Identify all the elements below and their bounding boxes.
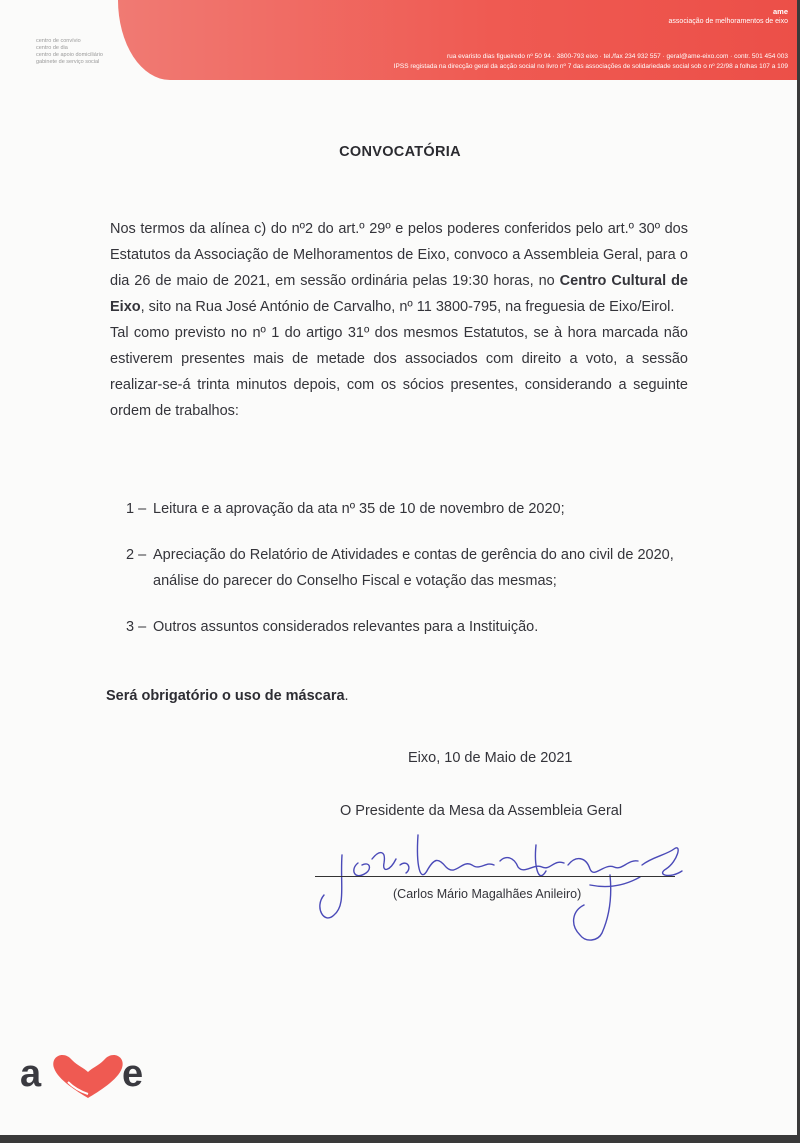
agenda-item <box>126 496 686 522</box>
agenda-text: Leitura e a aprovação da ata nº 35 de 10 de novembro de 2020; <box>153 501 565 517</box>
venue-name: Centro Cultural de Eixo <box>110 273 688 315</box>
agenda-number: 1 – <box>126 501 147 517</box>
letterhead-org <box>669 7 788 26</box>
service-item: centro de dia <box>36 45 68 51</box>
paragraph-convocation <box>110 216 688 320</box>
document-body <box>110 216 688 424</box>
signatory-name: (Carlos Mário Magalhães Anileiro) <box>393 887 582 901</box>
paragraph-quorum: Tal como previsto no nº 1 do artigo 31º dos mesmos Estatutos, se à hora marcada não estiverem presentes mais de metade dos associados com direito a voto, a sessão realizar-se-á trinta minutos depois, com os sócios presentes, considerando a seguinte ordem de trabalhos: <box>110 325 688 419</box>
scan-edge-bottom <box>0 1135 800 1143</box>
org-name: associação de melhoramentos de eixo <box>668 18 788 25</box>
svg-text:e: e <box>122 1053 144 1095</box>
agenda-list <box>126 496 686 660</box>
services-list <box>36 38 103 66</box>
signatory-role: O Presidente da Mesa da Assembleia Geral <box>340 803 623 819</box>
service-item: centro de convívio <box>36 38 81 44</box>
mask-notice-text: Será obrigatório o uso de máscara <box>106 688 345 704</box>
agenda-number: 2 – <box>126 547 147 563</box>
agenda-number: 3 – <box>126 619 147 635</box>
signature-line <box>315 876 675 877</box>
agenda-item <box>126 614 686 640</box>
service-item: centro de apoio domiciliário <box>36 52 103 58</box>
agenda-text: Apreciação do Relatório de Atividades e contas de gerência do ano civil de 2020, análise do parecer do Conselho Fiscal e votação das mesmas; <box>153 547 674 589</box>
contacts-line: rua evaristo dias figueiredo nº 50 94 · 3800-793 eixo · tel./fax 234 932 557 · geral@ame-eixo.com · contr. 501 454 003 <box>446 53 788 60</box>
svg-text:a: a <box>20 1053 42 1095</box>
paragraph-text-end: , sito na Rua José António de Carvalho, nº 11 3800-795, na freguesia de Eixo/Eirol. <box>140 299 675 315</box>
service-item: gabinete de serviço social <box>36 59 100 65</box>
agenda-text: Outros assuntos considerados relevantes para a Instituição. <box>153 619 539 635</box>
org-abbrev: ame <box>772 7 788 16</box>
handwritten-signature <box>310 815 690 945</box>
document-date: Eixo, 10 de Maio de 2021 <box>408 750 573 766</box>
mask-notice-period: . <box>344 688 349 704</box>
document-title: CONVOCATÓRIA <box>339 144 461 160</box>
letterhead-contacts <box>394 52 788 72</box>
ame-logo-icon <box>20 1046 170 1106</box>
registration-line: IPSS registada na direcção geral da acção social no livro nº 7 das associações de solidariedade social sob o nº 22/98 a folhas 107 a 109 <box>393 63 788 70</box>
mask-notice <box>106 688 349 704</box>
letterhead-band <box>118 0 800 80</box>
agenda-item <box>126 542 686 594</box>
paragraph-text: Nos termos da alínea c) do nº2 do art.º 29º e pelos poderes conferidos pelo art.º 30º dos Estatutos da Associação de Melhoramentos de Eixo, convoco a Assembleia Geral, para o dia 26 de maio de 2021, em sessão ordinária pelas 19:30 horas, no <box>110 221 688 289</box>
